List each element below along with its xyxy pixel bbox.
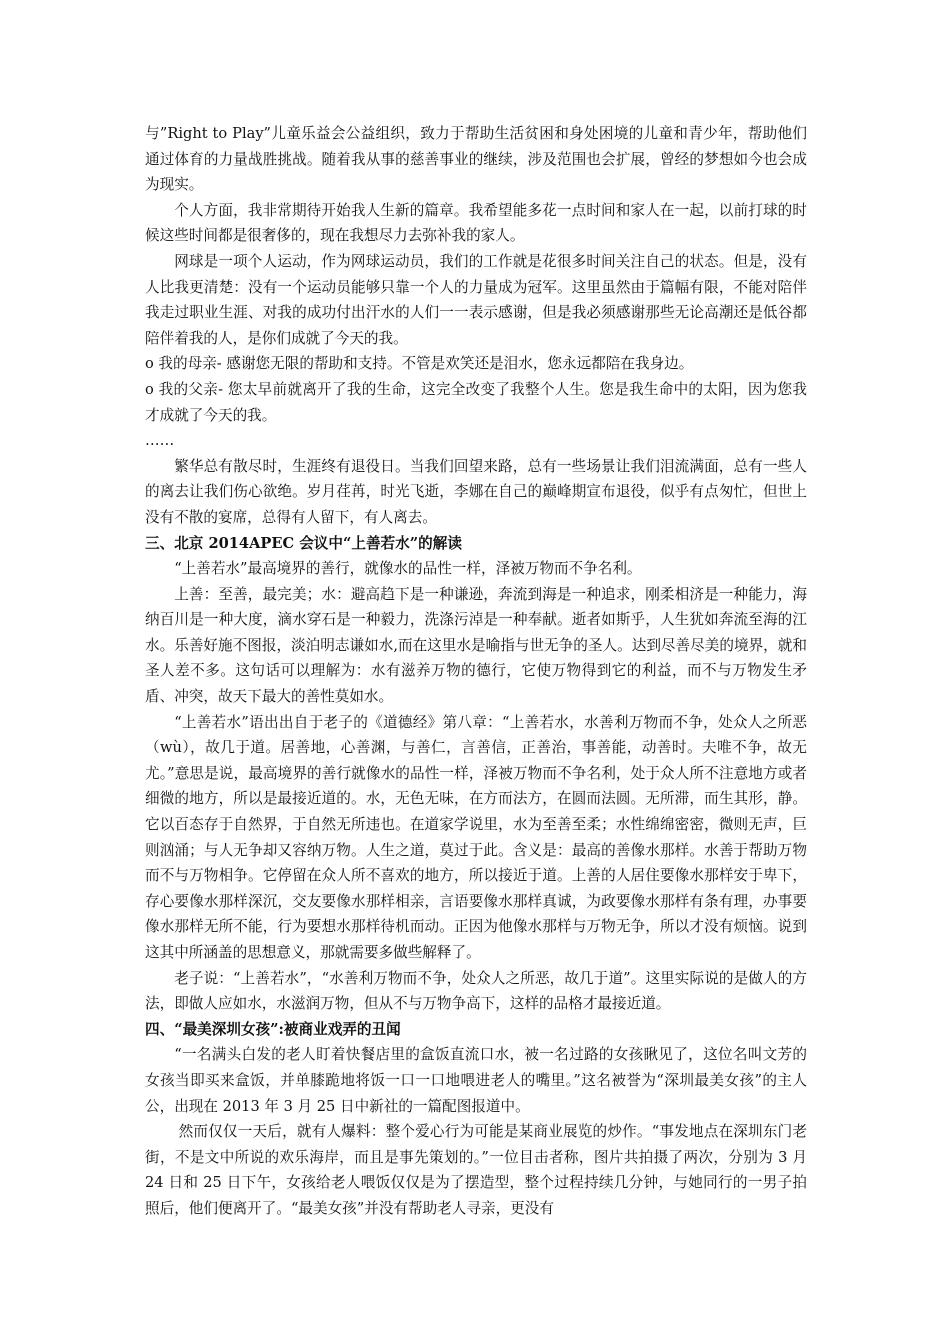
section-heading-3: 三、北京 2014APEC 会议中“上善若水”的解读 bbox=[145, 534, 462, 552]
document-page bbox=[145, 121, 807, 1222]
paragraph-shangshan-intro: “上善若水”最高境界的善行，就像水的品性一样，泽被万物而不争名利。 bbox=[174, 560, 642, 578]
paragraph-shangshan-meaning: 上善：至善，最完美；水：避高趋下是一种谦逊，奔流到海是一种追求，刚柔相济是一种能力，海纳百川是一种大度，滴水穿石是一种毅力，洗涤污淖是一种奉献。逝者如斯乎，人生犹如奔流至海的江水。乐善好施不图报，淡泊明志谦如水,而在这里水是喻指与世无争的圣人。达到尽善尽美的境界，就和圣人差不多。这句话可以理解为：水有滋养万物的德行，它使万物得到它的利益，而不与万物发生矛盾、冲突，故天下最大的善性莫如水。 bbox=[145, 585, 807, 706]
paragraph-daodejing: “上善若水”语出出自于老子的《道德经》第八章：“上善若水，水善利万物而不争，处众人之所恶（wù），故几于道。居善地，心善渊，与善仁，言善信，正善治，事善能，动善时。夫唯不争，故无尤。”意思是说，最高境界的善行就像水的品性一样，泽被万物而不争名利，处于众人所不注意地方或者细微的地方，所以是最接近道的。水，无色无味，在方而法方，在圆而法圆。无所滞，而生其形，静。它以百态存于自然界，于自然无所违也。在道家学说里，水为至善至柔；水性绵绵密密，微则无声，巨则汹涌；与人无争却又容纳万物。人生之道，莫过于此。含义是：最高的善像水那样。水善于帮助万物而不与万物相争。它停留在众人所不喜欢的地方，所以接近于道。上善的人居住要像水那样安于卑下，存心要像水那样深沉，交友要像水那样相亲，言语要像水那样真诚，为政要像水那样有条有理，办事要像水那样无所不能，行为要想水那样待机而动。正因为他像水那样与万物无争，所以才没有烦恼。说到这其中所涵盖的思想意义，那就需要多做些解释了。 bbox=[145, 713, 807, 961]
paragraph-family: 个人方面，我非常期待开始我人生新的篇章。我希望能多花一点时间和家人在一起，以前打球的时候这些时间都是很奢侈的，现在我想尽力去弥补我的家人。 bbox=[145, 201, 807, 245]
paragraph-laozi: 老子说：“上善若水”，“水善利万物而不争，处众人之所恶，故几于道”。这里实际说的是做人的方法，即做人应如水，水滋润万物，但从不与万物争高下，这样的品格才最接近道。 bbox=[145, 969, 807, 1013]
section-heading-4: 四、“最美深圳女孩”:被商业戏弄的丑闻 bbox=[145, 1020, 401, 1038]
paragraph-tennis-thanks: 网球是一项个人运动，作为网球运动员，我们的工作就是花很多时间关注自己的状态。但是，没有人比我更清楚：没有一个运动员能够只靠一个人的力量成为冠军。这里虽然由于篇幅有限，不能对陪伴我走过职业生涯、对我的成功付出汗水的人们一一表示感谢，但是我必须感谢那些无论高潮还是低谷都陪伴着我的人，是你们成就了今天的我。 bbox=[145, 252, 807, 347]
paragraph-shenzhen-girl: “一名满头白发的老人盯着快餐店里的盒饭直流口水，被一名过路的女孩瞅见了，这位名叫文芳的女孩当即买来盒饭，并单膝跪地将饭一口一口地喂进老人的嘴里。”这名被誉为“深圳最美女孩”的主人公，出现在 2013 年 3 月 25 日中新社的一篇配图报道中。 bbox=[145, 1046, 807, 1115]
paragraph-mother: o 我的母亲- 感谢您无限的帮助和支持。不管是欢笑还是泪水，您永远都陪在我身边。 bbox=[145, 355, 694, 373]
paragraph-father: o 我的父亲- 您太早前就离开了我的生命，这完全改变了我整个人生。您是我生命中的太阳，因为您我才成就了今天的我。 bbox=[145, 380, 807, 424]
paragraph-right-to-play: 与”Right to Play”儿童乐益会公益组织，致力于帮助生活贫困和身处困境的儿童和青少年，帮助他们通过体育的力量战胜挑战。随着我从事的慈善事业的继续，涉及范围也会扩展，曾经的梦想如今也会成为现实。 bbox=[145, 125, 807, 194]
paragraph-exposed: 然而仅仅一天后，就有人爆料：整个爱心行为可能是某商业展览的炒作。“事发地点在深圳东门老街，不是文中所说的欢乐海岸，而且是事先策划的。”一位目击者称，图片共拍摄了两次，分别为 3 月 24 日和 25 日下午，女孩给老人喂饭仅仅是为了摆造型，整个过程持续几分钟，与她同行的一男子拍照后，他们便离开了。“最美女孩”并没有帮助老人寻亲，更没有 bbox=[145, 1123, 807, 1217]
paragraph-retirement: 繁华总有散尽时，生涯终有退役日。当我们回望来路，总有一些场景让我们泪流满面，总有一些人的离去让我们伤心欲绝。岁月荏苒，时光飞逝，李娜在自己的巅峰期宣布退役，似乎有点匆忙，但世上没有不散的宴席，总得有人留下，有人离去。 bbox=[145, 457, 807, 526]
paragraph-ellipsis: …… bbox=[145, 432, 175, 450]
